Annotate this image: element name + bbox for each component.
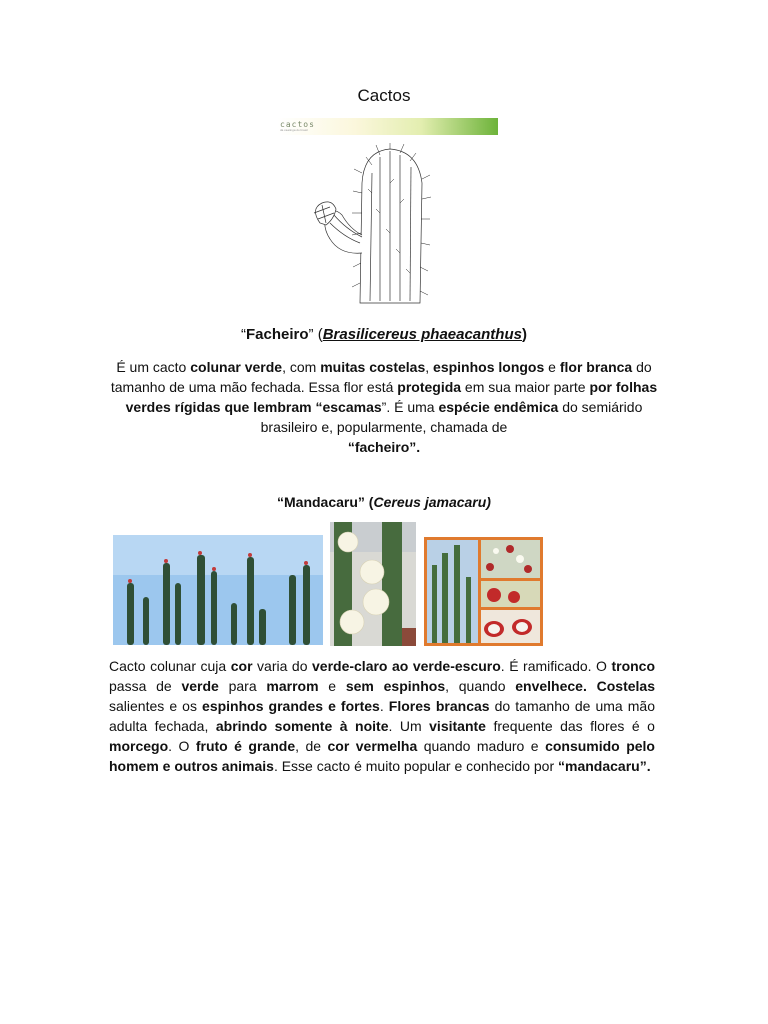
mandacaru-scientific-name: Cereus jamacaru) [373, 494, 491, 510]
text-run: para [218, 678, 267, 694]
facheiro-heading [0, 326, 768, 343]
bold-text-run: colunar verde [190, 359, 283, 375]
mandacaru-photo-flowers [330, 522, 416, 646]
mandacaru-photo-sky [113, 535, 323, 645]
heading-quote-close: ” [308, 326, 314, 343]
text-run: e [544, 359, 560, 375]
mandacaru-common-name: “Mandacaru” ( [277, 494, 374, 510]
text-run: , com [282, 359, 321, 375]
text-run: , quando [445, 678, 516, 694]
text-run: em sua maior parte [461, 379, 590, 395]
bold-text-run: consumido pelo homem e outros animais [109, 738, 655, 774]
text-run: . É ramificado. O [500, 658, 612, 674]
text-run: do tamanho de uma mão fechada. Essa flor está [110, 359, 652, 395]
bold-text-run: protegida [397, 379, 462, 395]
bold-text-run: por folhas verdes rígidas que lembram “escamas [125, 379, 658, 415]
banner-logo: cactos [280, 120, 315, 129]
bold-text-run: fruto é grande [195, 738, 296, 754]
text-run: , [425, 359, 434, 375]
bold-text-run: tronco [611, 658, 656, 674]
facheiro-common-name: Facheiro [246, 326, 309, 343]
bold-text-run: abrindo somente à noite [215, 718, 389, 734]
text-run: . Esse cacto é muito popular e conhecido por [273, 758, 558, 774]
bold-text-run: “mandacaru”. [558, 758, 651, 774]
bold-text-run: cor [230, 658, 253, 674]
text-run: e [318, 678, 346, 694]
cactos-banner [278, 118, 498, 135]
facheiro-scientific-name: Brasilicereus phaeacanthus [322, 326, 522, 343]
text-run: , de [295, 738, 328, 754]
bold-text-run: espinhos longos [433, 359, 545, 375]
bold-text-run: morcego [109, 738, 169, 754]
bold-text-run: Flores brancas [388, 698, 490, 714]
text-run: . O [168, 738, 196, 754]
heading-paren-close: ) [521, 326, 527, 343]
heading-quote-open: “ [241, 326, 247, 343]
heading-paren-open: ( [313, 326, 323, 343]
text-run: varia do [252, 658, 312, 674]
text-run: frequente das flores é o [485, 718, 655, 734]
bold-text-run: flor branca [559, 359, 633, 375]
bold-text-run: sem espinhos [345, 678, 446, 694]
text-run: . [379, 698, 389, 714]
bold-text-run: verde [181, 678, 219, 694]
text-run: É um cacto [116, 359, 191, 375]
bold-text-run: espinhos grandes e fortes [202, 698, 380, 714]
text-run: . Um [388, 718, 430, 734]
banner-logo-subtext: da caatinga do brasil [280, 128, 308, 132]
document-title: Cactos [357, 86, 411, 105]
bold-text-run: marrom [266, 678, 319, 694]
text-run: ”. É uma [381, 399, 439, 415]
text-run: passa de [109, 678, 182, 694]
facheiro-illustration [300, 143, 450, 308]
text-run: Cacto colunar cuja [109, 658, 231, 674]
facheiro-description [108, 357, 660, 457]
bold-text-run: espécie endêmica [438, 399, 559, 415]
bold-text-run: envelhece. Costelas [515, 678, 655, 694]
text-run: quando maduro e [417, 738, 546, 754]
bold-text-run: verde-claro ao verde-escuro [312, 658, 501, 674]
bold-text-run: cor vermelha [327, 738, 418, 754]
text-run: do tamanho de uma mão adulta fechada, [109, 698, 655, 734]
bold-text-run: visitante [429, 718, 486, 734]
bold-text-run: “facheiro”. [347, 439, 421, 455]
text-run: salientes e os [109, 698, 203, 714]
mandacaru-heading [0, 494, 768, 510]
text-run: do semiárido brasileiro e, popularmente, chamada de [260, 399, 643, 435]
bold-text-run: muitas costelas [320, 359, 426, 375]
mandacaru-description [109, 656, 655, 776]
mandacaru-photo-collage [424, 537, 543, 646]
